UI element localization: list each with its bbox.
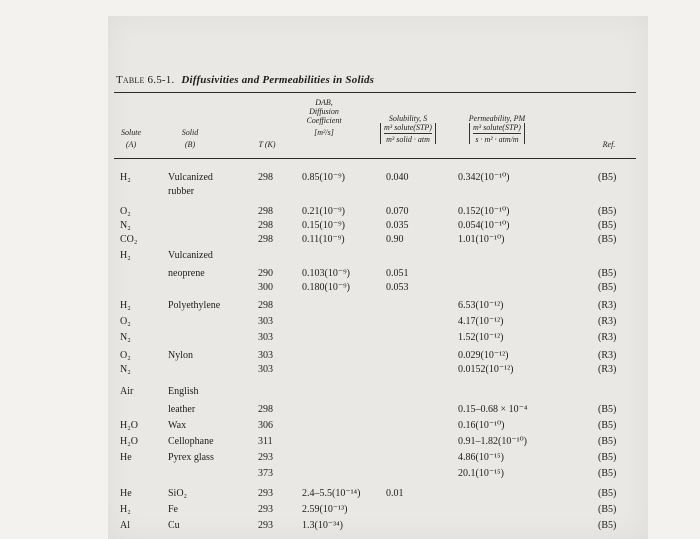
- top-rule: [114, 92, 636, 93]
- cell-solute: O₂: [120, 206, 131, 217]
- cell-temp: 303: [258, 332, 273, 343]
- cell-solid: Vulcanized: [168, 172, 213, 183]
- cell-temp: 290: [258, 268, 273, 279]
- cell-solid: Polyethylene: [168, 300, 221, 311]
- cell-diffusion: 1.3(10⁻³⁴): [302, 520, 343, 531]
- cell-diffusion: 0.180(10⁻⁹): [302, 282, 350, 293]
- cell-temp: 303: [258, 316, 273, 327]
- cell-ref: (R3): [598, 332, 617, 343]
- cell-solute: Air: [120, 386, 134, 397]
- cell-temp: 293: [258, 452, 273, 463]
- cell-solid: Cellophane: [168, 436, 214, 447]
- cell-ref: (B5): [598, 420, 617, 431]
- cell-solubility: 0.053: [386, 282, 409, 293]
- cell-ref: (R3): [598, 316, 617, 327]
- cell-temp: 311: [258, 436, 273, 447]
- cell-temp: 373: [258, 468, 273, 479]
- cell-permeability: 0.342(10⁻¹⁰): [458, 172, 510, 183]
- cell-ref: (B5): [598, 452, 617, 463]
- header-rule: [114, 158, 636, 159]
- cell-temp: 298: [258, 404, 273, 415]
- cell-solute: H₂O: [120, 420, 138, 431]
- cell-ref: (B5): [598, 268, 617, 279]
- cell-ref: (B5): [598, 220, 617, 231]
- cell-diffusion: 0.85(10⁻⁹): [302, 172, 345, 183]
- header-diffusion: DAB, Diffusion Coefficient [m²/s]: [306, 98, 342, 137]
- cell-diffusion: 0.11(10⁻⁹): [302, 234, 345, 245]
- header-solid: Solid (B): [181, 128, 199, 149]
- cell-permeability: 0.152(10⁻¹⁰): [458, 206, 510, 217]
- cell-temp: 298: [258, 300, 273, 311]
- cell-diffusion: 2.4–5.5(10⁻¹⁴): [302, 488, 361, 499]
- cell-permeability: 0.16(10⁻¹⁰): [458, 420, 505, 431]
- cell-permeability: 4.17(10⁻¹²): [458, 316, 504, 327]
- cell-solid: SiO₂: [168, 488, 188, 499]
- cell-permeability: 0.91–1.82(10⁻¹⁰): [458, 436, 527, 447]
- cell-permeability: 0.15–0.68 × 10⁻⁴: [458, 404, 528, 415]
- cell-solute: Al: [120, 520, 130, 531]
- cell-ref: (B5): [598, 504, 617, 515]
- cell-temp: 300: [258, 282, 273, 293]
- cell-ref: (B5): [598, 468, 617, 479]
- cell-temp: 306: [258, 420, 273, 431]
- cell-ref: (B5): [598, 282, 617, 293]
- cell-solid: Pyrex glass: [168, 452, 214, 463]
- cell-temp: 298: [258, 172, 273, 183]
- cell-solute: O₂: [120, 316, 131, 327]
- cell-solute: N₂: [120, 364, 131, 375]
- cell-permeability: 20.1(10⁻¹⁵): [458, 468, 504, 479]
- cell-temp: 298: [258, 220, 273, 231]
- cell-solubility: 0.90: [386, 234, 404, 245]
- cell-solute: N₂: [120, 332, 131, 343]
- cell-ref: (B5): [598, 206, 617, 217]
- cell-permeability: 1.52(10⁻¹²): [458, 332, 504, 343]
- cell-ref: (B5): [598, 436, 617, 447]
- cell-diffusion: 0.15(10⁻⁹): [302, 220, 345, 231]
- cell-ref: (B5): [598, 404, 617, 415]
- cell-permeability: 6.53(10⁻¹²): [458, 300, 504, 311]
- cell-temp: 293: [258, 504, 273, 515]
- table-title: [116, 74, 374, 86]
- cell-temp: 303: [258, 350, 273, 361]
- cell-solute: He: [120, 452, 132, 463]
- cell-solid: rubber: [168, 186, 195, 197]
- cell-solubility: 0.051: [386, 268, 409, 279]
- cell-ref: (R3): [598, 364, 617, 375]
- cell-temp: 293: [258, 488, 273, 499]
- cell-permeability: 0.0152(10⁻¹²): [458, 364, 514, 375]
- cell-temp: 298: [258, 234, 273, 245]
- header-solubility: Solubility, S m³ solute(STP) m³ solid · atm: [370, 114, 446, 144]
- cell-ref: (R3): [598, 300, 617, 311]
- cell-solute: He: [120, 488, 132, 499]
- cell-solubility: 0.040: [386, 172, 409, 183]
- cell-solid: Wax: [168, 420, 187, 431]
- cell-ref: (B5): [598, 488, 617, 499]
- cell-diffusion: 0.103(10⁻⁹): [302, 268, 350, 279]
- cell-temp: 303: [258, 364, 273, 375]
- table-heading: Diffusivities and Permeabilities in Solids: [181, 74, 375, 86]
- cell-ref: (B5): [598, 234, 617, 245]
- header-solute: Solute (A): [121, 128, 141, 149]
- cell-solid: leather: [168, 404, 196, 415]
- cell-diffusion: 0.21(10⁻⁹): [302, 206, 345, 217]
- header-ref: Ref.: [602, 140, 616, 149]
- cell-permeability: 0.054(10⁻¹⁰): [458, 220, 510, 231]
- cell-solid: Cu: [168, 520, 180, 531]
- header-permeability: Permeability, PM m³ solute(STP) s · m² · atm/m: [468, 114, 526, 144]
- header-temp: T (K): [258, 140, 276, 149]
- cell-solid: neoprene: [168, 268, 205, 279]
- cell-ref: (B5): [598, 520, 617, 531]
- cell-solute: H₂: [120, 250, 131, 261]
- cell-permeability: 0.029(10⁻¹²): [458, 350, 509, 361]
- cell-ref: (B5): [598, 172, 617, 183]
- cell-solute: H₂: [120, 300, 131, 311]
- cell-temp: 298: [258, 206, 273, 217]
- cell-solubility: 0.01: [386, 488, 404, 499]
- cell-solubility: 0.035: [386, 220, 409, 231]
- cell-solid: Fe: [168, 504, 178, 515]
- cell-permeability: 4.86(10⁻¹⁵): [458, 452, 504, 463]
- cell-solid: Vulcanized: [168, 250, 213, 261]
- cell-solute: CO₂: [120, 234, 138, 245]
- cell-temp: 293: [258, 520, 273, 531]
- cell-ref: (R3): [598, 350, 617, 361]
- cell-diffusion: 2.59(10⁻¹³): [302, 504, 348, 515]
- table-label: Table 6.5-1.: [116, 74, 175, 86]
- cell-permeability: 1.01(10⁻¹⁰): [458, 234, 505, 245]
- cell-solute: H₂O: [120, 436, 138, 447]
- cell-solubility: 0.070: [386, 206, 409, 217]
- cell-solid: Nylon: [168, 350, 193, 361]
- cell-solute: H₂: [120, 504, 131, 515]
- cell-solute: O₂: [120, 350, 131, 361]
- cell-solute: H₂: [120, 172, 131, 183]
- cell-solute: N₂: [120, 220, 131, 231]
- cell-solid: English: [168, 386, 199, 397]
